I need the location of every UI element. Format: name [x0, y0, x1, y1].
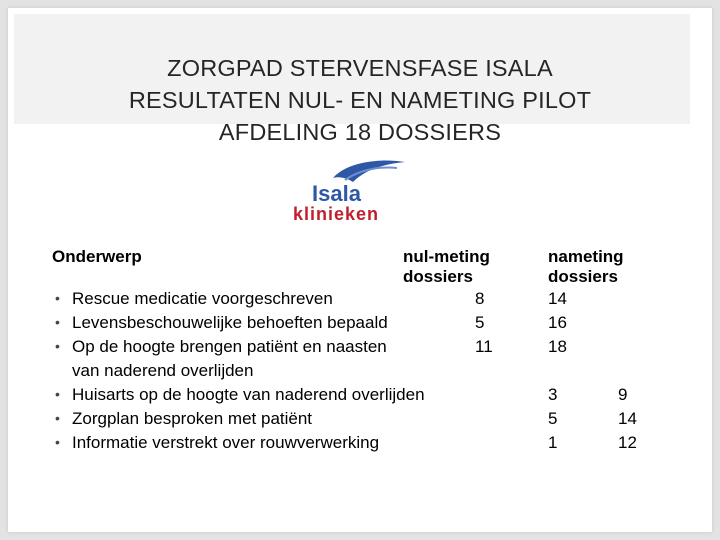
row-2-na: 16 [548, 313, 567, 332]
logo-line-1: Isala [312, 181, 361, 206]
row-3-nul: 11 [475, 337, 493, 356]
logo-line-2: klinieken [293, 204, 380, 224]
title-line-3: AFDELING 18 DOSSIERS [218, 119, 502, 145]
bullet-5: • [55, 410, 60, 426]
bullet-4: • [55, 386, 60, 402]
title-line-1: ZORGPAD STERVENSFASE ISALA [167, 55, 553, 81]
row-1-nul: 8 [475, 289, 485, 308]
row-4-extra: 9 [618, 385, 628, 404]
row-2-label: Levensbeschouwelijke behoeften bepaald [72, 313, 388, 332]
bullet-3: • [55, 338, 60, 354]
header-nameting-2: dossiers [548, 267, 618, 286]
isala-logo [287, 156, 423, 226]
row-3-na: 18 [548, 337, 567, 356]
bullet-1: • [55, 290, 60, 306]
row-1-label: Rescue medicatie voorgeschreven [72, 289, 333, 308]
row-5-na: 5 [548, 409, 558, 428]
row-3-label-cont: van naderend overlijden [72, 361, 254, 380]
row-6-extra: 12 [618, 433, 637, 452]
row-5-label: Zorgplan besproken met patiënt [72, 409, 313, 428]
bullet-6: • [55, 434, 60, 450]
row-2-nul: 5 [475, 313, 485, 332]
header-nul-meting-2: dossiers [403, 267, 473, 286]
row-5-extra: 14 [618, 409, 637, 428]
header-nul-meting-1: nul-meting [403, 247, 490, 266]
row-4-label: Huisarts op de hoogte van naderend overlijden [72, 385, 425, 404]
row-6-label: Informatie verstrekt over rouwverwerking [72, 433, 380, 452]
logo-wing-shape [333, 161, 405, 182]
row-6-na: 1 [548, 433, 558, 452]
header-subject: Onderwerp [52, 247, 142, 266]
bullet-2: • [55, 314, 60, 330]
row-3-label: Op de hoogte brengen patiënt en naasten [72, 337, 387, 356]
row-4-na: 3 [548, 385, 558, 404]
row-1-na: 14 [548, 289, 567, 308]
slide-title [40, 52, 680, 148]
title-line-2: RESULTATEN NUL- EN NAMETING PILOT [128, 87, 592, 113]
header-nameting-1: nameting [548, 247, 624, 266]
